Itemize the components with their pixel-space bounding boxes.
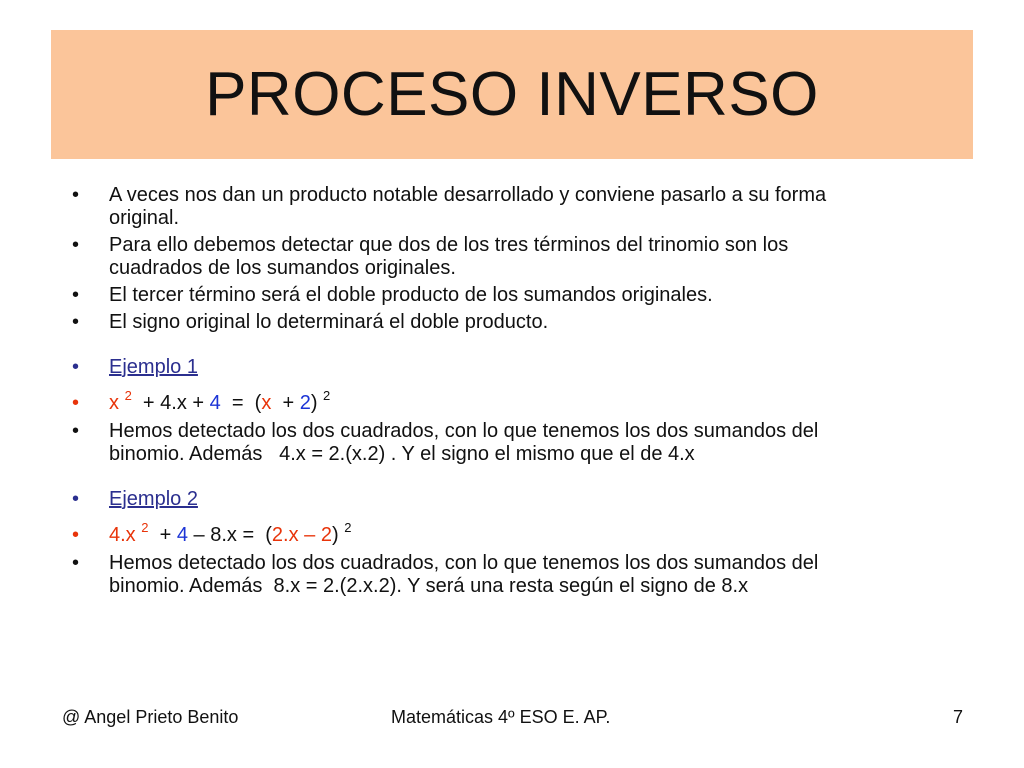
formula-exponent: 2 xyxy=(141,520,149,535)
slide-title: PROCESO INVERSO xyxy=(205,60,819,129)
bullet-icon: • xyxy=(72,552,80,574)
intro-1-line-1: A veces nos dan un producto notable desarrollado y conviene pasarlo a su forma xyxy=(109,184,827,206)
formula-exponent: 2 xyxy=(124,388,132,403)
formula-middle: – 8.x = ( xyxy=(187,524,272,546)
example-2-heading-item xyxy=(72,488,952,511)
formula-close-paren: ) xyxy=(310,392,318,414)
bullet-item-intro-1 xyxy=(72,184,952,230)
example-2-explanation-item xyxy=(72,552,952,598)
example-2-formula xyxy=(109,520,352,546)
formula-result-exponent: 2 xyxy=(323,388,331,403)
bullet-item-intro-2 xyxy=(72,234,952,280)
example-2-explanation-line-1: Hemos detectado los dos cuadrados, con lo que tenemos los dos sumandos del xyxy=(109,552,819,574)
example-1-explanation-item xyxy=(72,420,952,466)
example-2-explanation-line-2: binomio. Además 8.x = 2.(2.x.2). Y será una resta según el signo de 8.x xyxy=(109,575,749,597)
formula-plus: + xyxy=(148,524,177,546)
footer-course: Matemáticas 4º ESO E. AP. xyxy=(391,707,611,727)
formula-term-x-result: x xyxy=(261,392,272,414)
formula-equals: = ( xyxy=(220,392,262,414)
intro-2-line-2: cuadrados de los sumandos originales. xyxy=(109,257,456,279)
formula-result-exponent: 2 xyxy=(344,520,352,535)
bullet-icon: • xyxy=(72,311,80,333)
intro-1-line-2: original. xyxy=(109,207,180,229)
formula-middle: + 4.x + xyxy=(131,392,210,414)
slide-content xyxy=(72,184,952,598)
formula-close-paren: ) xyxy=(331,524,339,546)
example-1-explanation-line-2: binomio. Además 4.x = 2.(x.2) . Y el signo el mismo que el de 4.x xyxy=(109,443,695,465)
example-1-heading: Ejemplo 1 xyxy=(109,356,198,378)
formula-term-x: x xyxy=(109,392,119,414)
footer-author: @ Angel Prieto Benito xyxy=(62,707,239,727)
intro-4-line-1: El signo original lo determinará el doble producto. xyxy=(109,311,549,333)
example-1-formula xyxy=(109,388,331,414)
bullet-item-intro-3 xyxy=(72,284,952,307)
bullet-icon: • xyxy=(72,356,80,378)
formula-binomial: 2.x – 2 xyxy=(271,524,332,546)
title-bar xyxy=(51,30,973,159)
example-1-heading-item xyxy=(72,356,952,379)
formula-term-4x: 4.x xyxy=(109,524,136,546)
bullet-icon: • xyxy=(72,420,80,442)
footer-page-number: 7 xyxy=(953,707,964,727)
formula-term-2-result: 2 xyxy=(299,392,311,414)
bullet-icon: • xyxy=(72,234,80,256)
example-2-formula-item xyxy=(72,520,952,548)
intro-3-line-1: El tercer término será el doble producto de los sumandos originales. xyxy=(109,284,713,306)
intro-2-line-1: Para ello debemos detectar que dos de los tres términos del trinomio son los xyxy=(109,234,789,256)
bullet-item-intro-4 xyxy=(72,311,952,334)
bullet-icon: • xyxy=(72,284,80,306)
bullet-icon: • xyxy=(72,524,80,546)
bullet-icon: • xyxy=(72,488,80,510)
formula-plus: + xyxy=(271,392,300,414)
bullet-icon: • xyxy=(72,184,80,206)
example-2-heading: Ejemplo 2 xyxy=(109,488,198,510)
formula-term-4: 4 xyxy=(176,524,188,546)
example-1-explanation-line-1: Hemos detectado los dos cuadrados, con lo que tenemos los dos sumandos del xyxy=(109,420,819,442)
bullet-icon: • xyxy=(72,392,80,414)
example-1-formula-item xyxy=(72,388,952,416)
formula-term-4: 4 xyxy=(209,392,221,414)
